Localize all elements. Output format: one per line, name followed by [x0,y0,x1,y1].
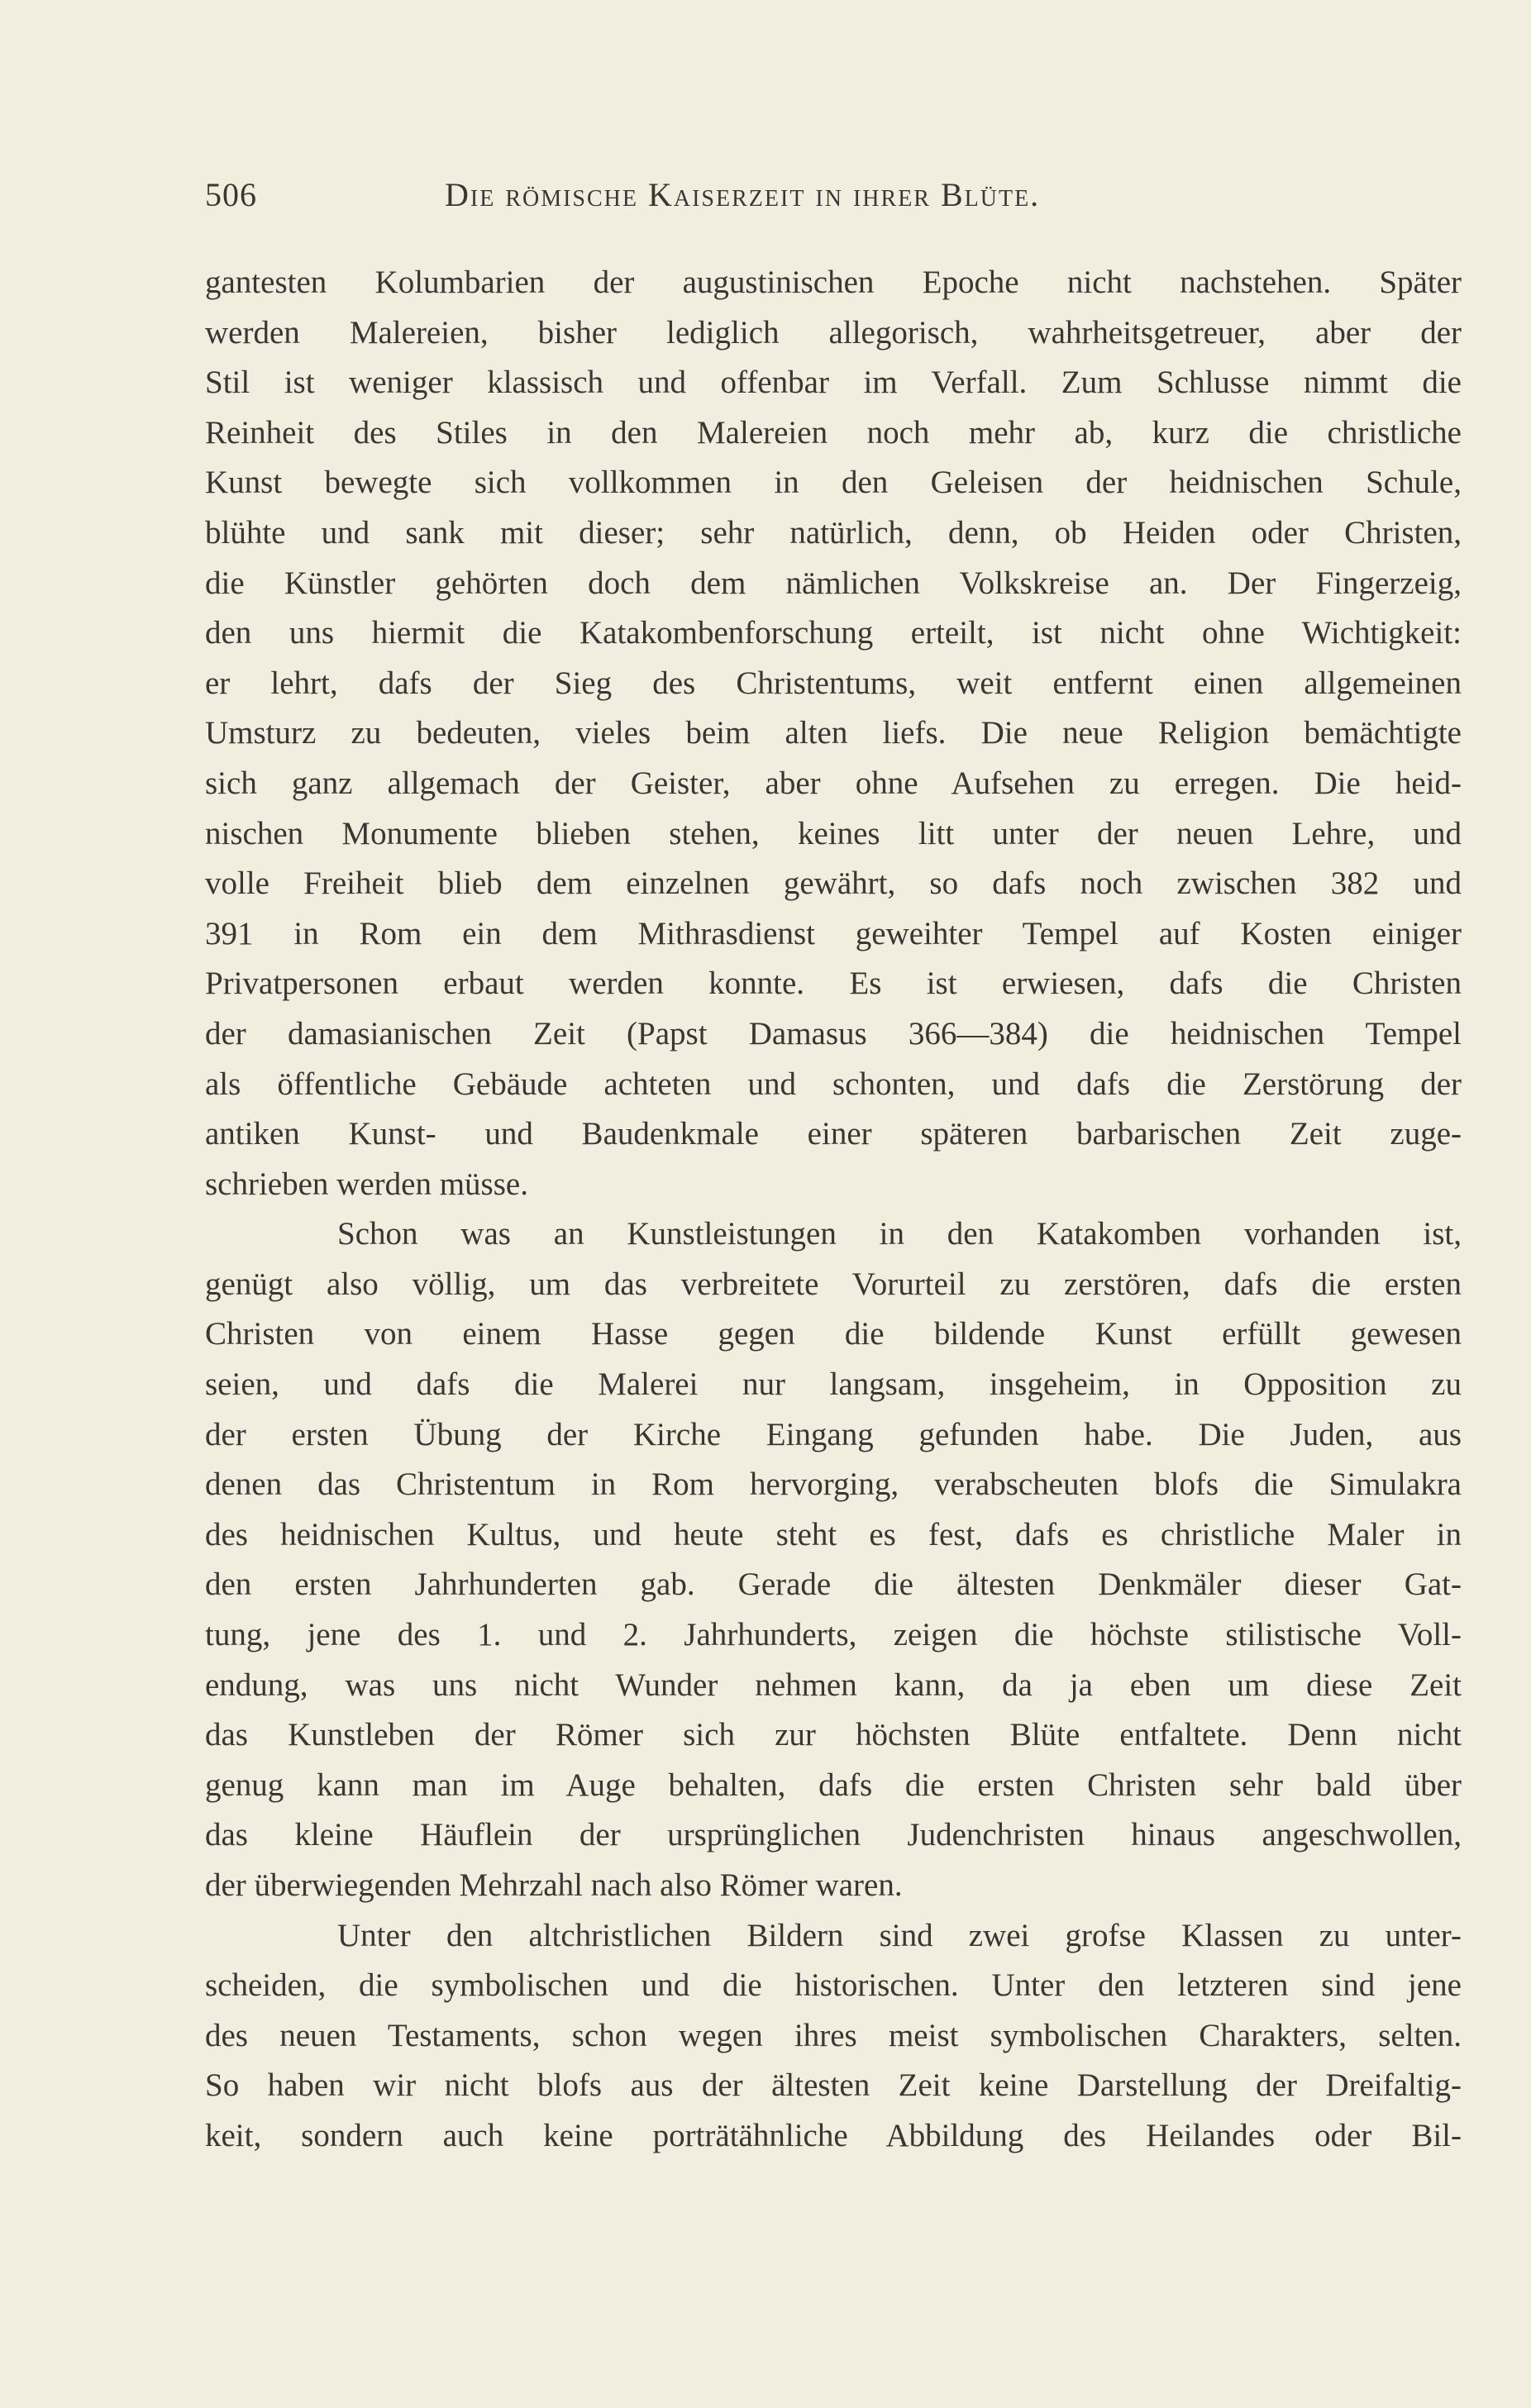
text-line: Reinheit des Stiles in den Malereien noch mehr ab, kurz die christliche [205,414,1462,451]
text-line: 391 in Rom ein dem Mithrasdienst geweihter Tempel auf Kosten einiger [205,915,1462,951]
text-line: die Künstler gehörten doch dem nämlichen Volkskreise an. Der Fingerzeig, [205,565,1462,601]
running-title: Die römische Kaiserzeit in ihrer Blüte. [445,176,1041,213]
text-line: das kleine Häuflein der ursprünglichen Judenchristen hinaus angeschwollen, [205,1817,1462,1853]
text-line: Stil ist weniger klassisch und offenbar im Verfall. Zum Schlusse nimmt die [205,365,1462,401]
page-number: 506 [205,176,257,213]
text-line: der überwiegenden Mehrzahl nach also Römer waren. [205,1867,903,1903]
text-line: den uns hiermit die Katakombenforschung erteilt, ist nicht ohne Wichtigkeit: [205,615,1462,651]
text-line: Umsturz zu bedeuten, vieles beim alten liefs. Die neue Religion bemächtigte [205,715,1462,751]
text-line: der damasianischen Zeit (Papst Damasus 366—384) die heidnischen Tempel [205,1015,1462,1051]
text-line: genug kann man im Auge behalten, dafs die ersten Christen sehr bald über [205,1767,1462,1803]
text-line: nischen Monumente blieben stehen, keines litt unter der neuen Lehre, und [205,815,1462,851]
text-line: Unter den altchristlichen Bildern sind zwei grofse Klassen zu unter- [337,1917,1462,1953]
text-line: des neuen Testaments, schon wegen ihres meist symbolischen Charakters, selten. [205,2017,1462,2053]
text-line: blühte und sank mit dieser; sehr natürlich, denn, ob Heiden oder Christen, [205,514,1462,551]
text-line: werden Malereien, bisher lediglich allegorisch, wahrheitsgetreuer, aber der [205,314,1462,350]
text-line: Schon was an Kunstleistungen in den Katakomben vorhanden ist, [337,1216,1462,1252]
text-line: So haben wir nicht blofs aus der ältesten Zeit keine Darstellung der Dreifaltig- [205,2067,1462,2104]
text-line: Kunst bewegte sich vollkommen in den Geleisen der heidnischen Schule, [205,465,1462,501]
text-line: der ersten Übung der Kirche Eingang gefunden habe. Die Juden, aus [205,1416,1462,1452]
body-text [205,258,1462,2162]
text-line: genügt also völlig, um das verbreitete Vorurteil zu zerstören, dafs die ersten [205,1266,1462,1302]
text-line: scheiden, die symbolischen und die historischen. Unter den letzteren sind jene [205,1967,1462,2004]
text-line: denen das Christentum in Rom hervorging, verabscheuten blofs die Simulakra [205,1466,1462,1503]
text-line: des heidnischen Kultus, und heute steht es fest, dafs es christliche Maler in [205,1516,1462,1552]
text-line: seien, und dafs die Malerei nur langsam, insgeheim, in Opposition zu [205,1366,1462,1403]
text-line: tung, jene des 1. und 2. Jahrhunderts, zeigen die höchste stilistische Voll- [205,1617,1462,1653]
text-line: den ersten Jahrhunderten gab. Gerade die ältesten Denkmäler dieser Gat- [205,1566,1462,1603]
text-line: das Kunstleben der Römer sich zur höchsten Blüte entfaltete. Denn nicht [205,1717,1462,1753]
text-line: antiken Kunst- und Baudenkmale einer späteren barbarischen Zeit zuge- [205,1116,1462,1152]
text-line: sich ganz allgemach der Geister, aber ohne Aufsehen zu erregen. Die heid- [205,765,1462,801]
text-line: Christen von einem Hasse gegen die bildende Kunst erfüllt gewesen [205,1316,1462,1352]
text-line: volle Freiheit blieb dem einzelnen gewährt, so dafs noch zwischen 382 und [205,865,1462,902]
text-line: endung, was uns nicht Wunder nehmen kann, da ja eben um diese Zeit [205,1667,1462,1703]
text-line: als öffentliche Gebäude achteten und schonten, und dafs die Zerstörung der [205,1066,1462,1102]
text-line: Privatpersonen erbaut werden konnte. Es ist erwiesen, dafs die Christen [205,966,1462,1002]
text-line: er lehrt, dafs der Sieg des Christentums, weit entfernt einen allgemeinen [205,665,1462,701]
text-line: gantesten Kolumbarien der augustinischen Epoche nicht nachstehen. Später [205,265,1462,300]
text-line: keit, sondern auch keine porträtähnliche Abbildung des Heilandes oder Bil- [205,2117,1462,2153]
text-line: schrieben werden müsse. [205,1166,528,1202]
page-header [205,175,1205,225]
